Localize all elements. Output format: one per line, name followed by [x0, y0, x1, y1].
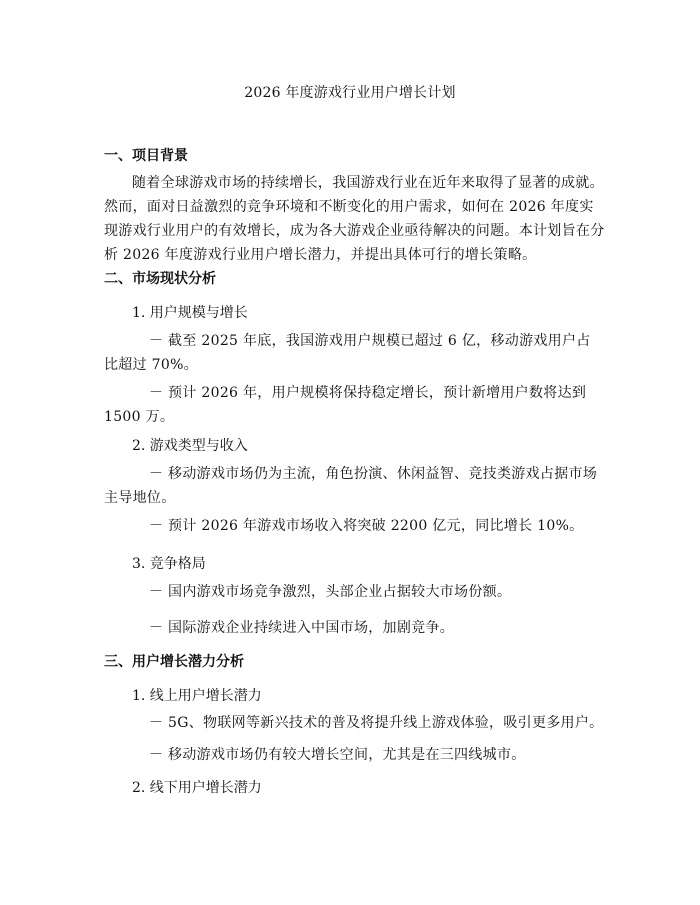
subheading-offline-growth: 2. 线下用户增长潜力: [132, 780, 262, 796]
section-heading-growth-potential: 三、用户增长潜力分析: [104, 654, 244, 670]
subheading-user-scale: 1. 用户规模与增长: [132, 305, 248, 321]
section-heading-background: 一、项目背景: [104, 148, 188, 164]
bullet-user-scale-1: － 截至 2025 年底，我国游戏用户规模已超过 6 亿，移动游戏用户占比超过 70%。: [104, 333, 591, 373]
document-title: 2026 年度游戏行业用户增长计划: [244, 85, 456, 101]
section-heading-market: 二、市场现状分析: [104, 271, 216, 287]
bullet-competition-2: － 国际游戏企业持续进入中国市场，加剧竞争。: [149, 620, 455, 636]
bullet-online-growth-1: － 5G、物联网等新兴技术的普及将提升线上游戏体验，吸引更多用户。: [149, 715, 604, 731]
bullet-game-types-2: － 预计 2026 年游戏市场收入将突破 2200 亿元，同比增长 10%。: [149, 518, 584, 534]
background-paragraph: 随着全球游戏市场的持续增长，我国游戏行业在近年来取得了显著的成就。然而，面对日益激烈的竞争环境和不断变化的用户需求，如何在 2026 年度实现游戏行业用户的有效增长，成为各大游戏企业亟待解决的问题。本计划旨在分析 2026 年度游戏行业用户增长潜力，并提出具体可行的增长策略。: [104, 175, 605, 263]
subheading-competition: 3. 竞争格局: [132, 556, 206, 572]
bullet-competition-1: － 国内游戏市场竞争激烈，头部企业占据较大市场份额。: [149, 584, 512, 600]
subheading-game-types: 2. 游戏类型与收入: [132, 438, 248, 454]
subheading-online-growth: 1. 线上用户增长潜力: [132, 688, 262, 704]
bullet-game-types-1: － 移动游戏市场仍为主流，角色扮演、休闲益智、竞技类游戏占据市场主导地位。: [104, 466, 598, 506]
bullet-online-growth-2: － 移动游戏市场仍有较大增长空间，尤其是在三四线城市。: [149, 747, 526, 763]
bullet-user-scale-2: － 预计 2026 年，用户规模将保持稳定增长，预计新增用户数将达到 1500 万。: [104, 385, 587, 425]
